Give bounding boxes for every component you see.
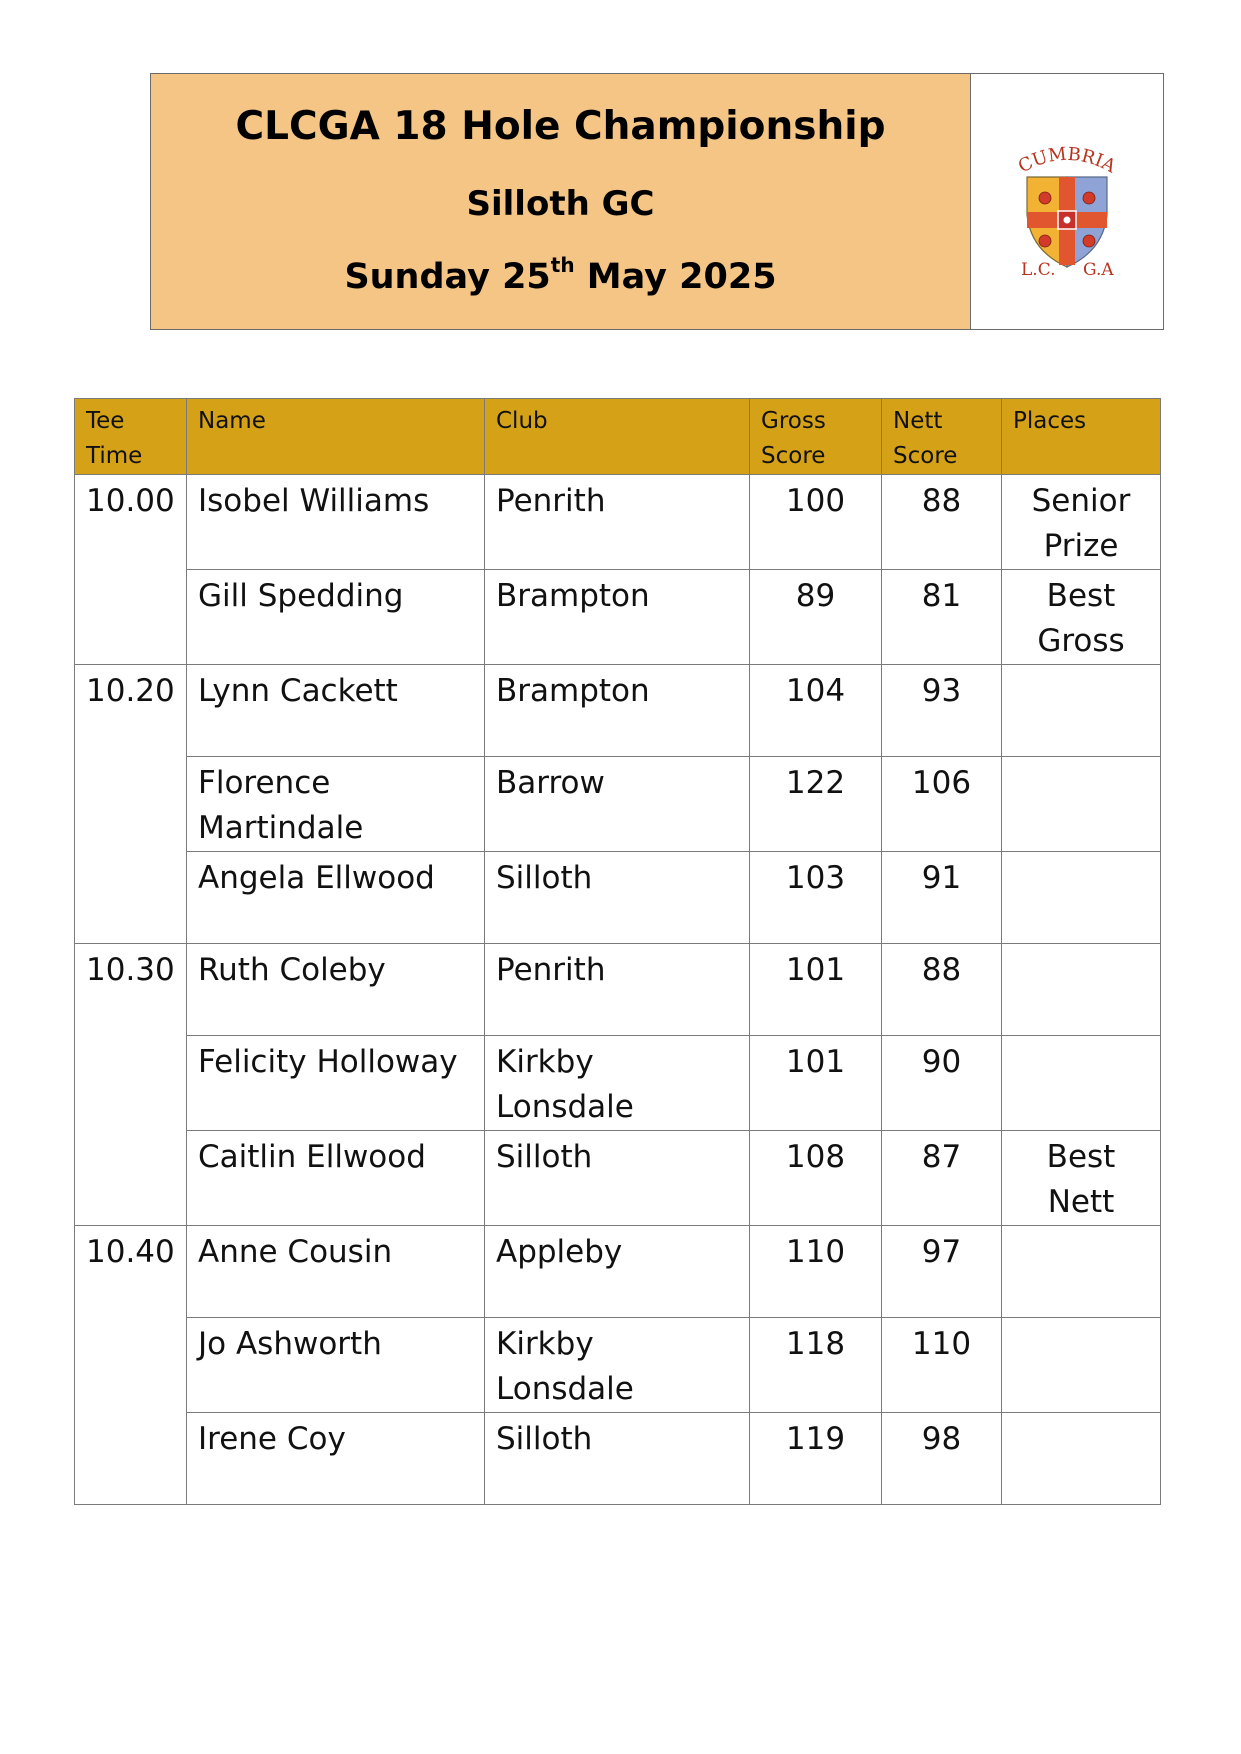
logo-left-text: L.C. bbox=[1021, 259, 1056, 277]
event-title: CLCGA 18 Hole Championship bbox=[235, 104, 886, 149]
place-cell bbox=[1002, 757, 1161, 852]
col-header-club: Club bbox=[485, 399, 750, 475]
table-row bbox=[75, 665, 1161, 757]
date-ordinal: th bbox=[550, 253, 575, 277]
place-cell: Best Nett bbox=[1002, 1131, 1161, 1226]
col-header-tee-time: Tee Time bbox=[75, 399, 187, 475]
club-name: Barrow bbox=[485, 757, 750, 852]
club-name: Appleby bbox=[485, 1226, 750, 1318]
nett-score: 90 bbox=[882, 1036, 1002, 1131]
nett-score: 106 bbox=[882, 757, 1002, 852]
nett-score: 88 bbox=[882, 475, 1002, 570]
results-table bbox=[74, 398, 1161, 1505]
gross-score: 110 bbox=[750, 1226, 882, 1318]
player-name: Anne Cousin bbox=[187, 1226, 485, 1318]
logo-right-text: G.A bbox=[1083, 259, 1114, 277]
table-row bbox=[75, 944, 1161, 1036]
nett-score: 88 bbox=[882, 944, 1002, 1036]
table-row bbox=[75, 475, 1161, 570]
col-header-places: Places bbox=[1002, 399, 1161, 475]
club-name: Brampton bbox=[485, 570, 750, 665]
club-name: Silloth bbox=[485, 1413, 750, 1505]
nett-score: 97 bbox=[882, 1226, 1002, 1318]
nett-score: 93 bbox=[882, 665, 1002, 757]
venue-name: Silloth GC bbox=[466, 184, 655, 224]
gross-score: 101 bbox=[750, 944, 882, 1036]
gross-score: 100 bbox=[750, 475, 882, 570]
nett-score: 91 bbox=[882, 852, 1002, 944]
nett-score: 87 bbox=[882, 1131, 1002, 1226]
gross-score: 104 bbox=[750, 665, 882, 757]
header-box bbox=[150, 73, 1164, 330]
cumbria-lcga-logo bbox=[1007, 127, 1127, 277]
gross-score: 122 bbox=[750, 757, 882, 852]
nett-score: 81 bbox=[882, 570, 1002, 665]
table-row bbox=[75, 757, 1161, 852]
player-name: Caitlin Ellwood bbox=[187, 1131, 485, 1226]
club-name: Penrith bbox=[485, 475, 750, 570]
club-name: Kirkby Lonsdale bbox=[485, 1318, 750, 1413]
gross-score: 101 bbox=[750, 1036, 882, 1131]
col-header-name: Name bbox=[187, 399, 485, 475]
tee-time-cell: 10.30 bbox=[75, 944, 187, 1226]
place-cell bbox=[1002, 852, 1161, 944]
logo-panel bbox=[971, 74, 1163, 329]
col-header-gross-score: Gross Score bbox=[750, 399, 882, 475]
gross-score: 89 bbox=[750, 570, 882, 665]
player-name: Isobel Williams bbox=[187, 475, 485, 570]
place-cell: Best Gross bbox=[1002, 570, 1161, 665]
table-header-row bbox=[75, 399, 1161, 475]
table-row bbox=[75, 1226, 1161, 1318]
gross-score: 103 bbox=[750, 852, 882, 944]
col-header-nett-score: Nett Score bbox=[882, 399, 1002, 475]
place-cell bbox=[1002, 1226, 1161, 1318]
place-cell bbox=[1002, 1036, 1161, 1131]
place-cell bbox=[1002, 944, 1161, 1036]
gross-score: 118 bbox=[750, 1318, 882, 1413]
table-row bbox=[75, 570, 1161, 665]
table-row bbox=[75, 1318, 1161, 1413]
club-name: Silloth bbox=[485, 1131, 750, 1226]
place-cell bbox=[1002, 1413, 1161, 1505]
player-name: Felicity Holloway bbox=[187, 1036, 485, 1131]
player-name: Irene Coy bbox=[187, 1413, 485, 1505]
tee-time-cell: 10.20 bbox=[75, 665, 187, 944]
club-name: Penrith bbox=[485, 944, 750, 1036]
player-name: Jo Ashworth bbox=[187, 1318, 485, 1413]
nett-score: 110 bbox=[882, 1318, 1002, 1413]
club-name: Kirkby Lonsdale bbox=[485, 1036, 750, 1131]
title-panel bbox=[151, 74, 971, 329]
club-name: Silloth bbox=[485, 852, 750, 944]
place-cell: Senior Prize bbox=[1002, 475, 1161, 570]
tee-time-cell: 10.40 bbox=[75, 1226, 187, 1505]
player-name: Ruth Coleby bbox=[187, 944, 485, 1036]
place-cell bbox=[1002, 1318, 1161, 1413]
table-row bbox=[75, 1413, 1161, 1505]
club-name: Brampton bbox=[485, 665, 750, 757]
place-cell bbox=[1002, 665, 1161, 757]
player-name: Angela Ellwood bbox=[187, 852, 485, 944]
gross-score: 119 bbox=[750, 1413, 882, 1505]
event-date bbox=[151, 253, 970, 297]
gross-score: 108 bbox=[750, 1131, 882, 1226]
table-row bbox=[75, 852, 1161, 944]
tee-time-cell: 10.00 bbox=[75, 475, 187, 665]
nett-score: 98 bbox=[882, 1413, 1002, 1505]
logo-top-text: CUMBRIA bbox=[1015, 143, 1120, 177]
player-name: Florence Martindale bbox=[187, 757, 485, 852]
date-suffix: May 2025 bbox=[574, 257, 777, 297]
player-name: Lynn Cackett bbox=[187, 665, 485, 757]
table-row bbox=[75, 1036, 1161, 1131]
player-name: Gill Spedding bbox=[187, 570, 485, 665]
table-row bbox=[75, 1131, 1161, 1226]
date-prefix: Sunday 25 bbox=[344, 257, 551, 297]
